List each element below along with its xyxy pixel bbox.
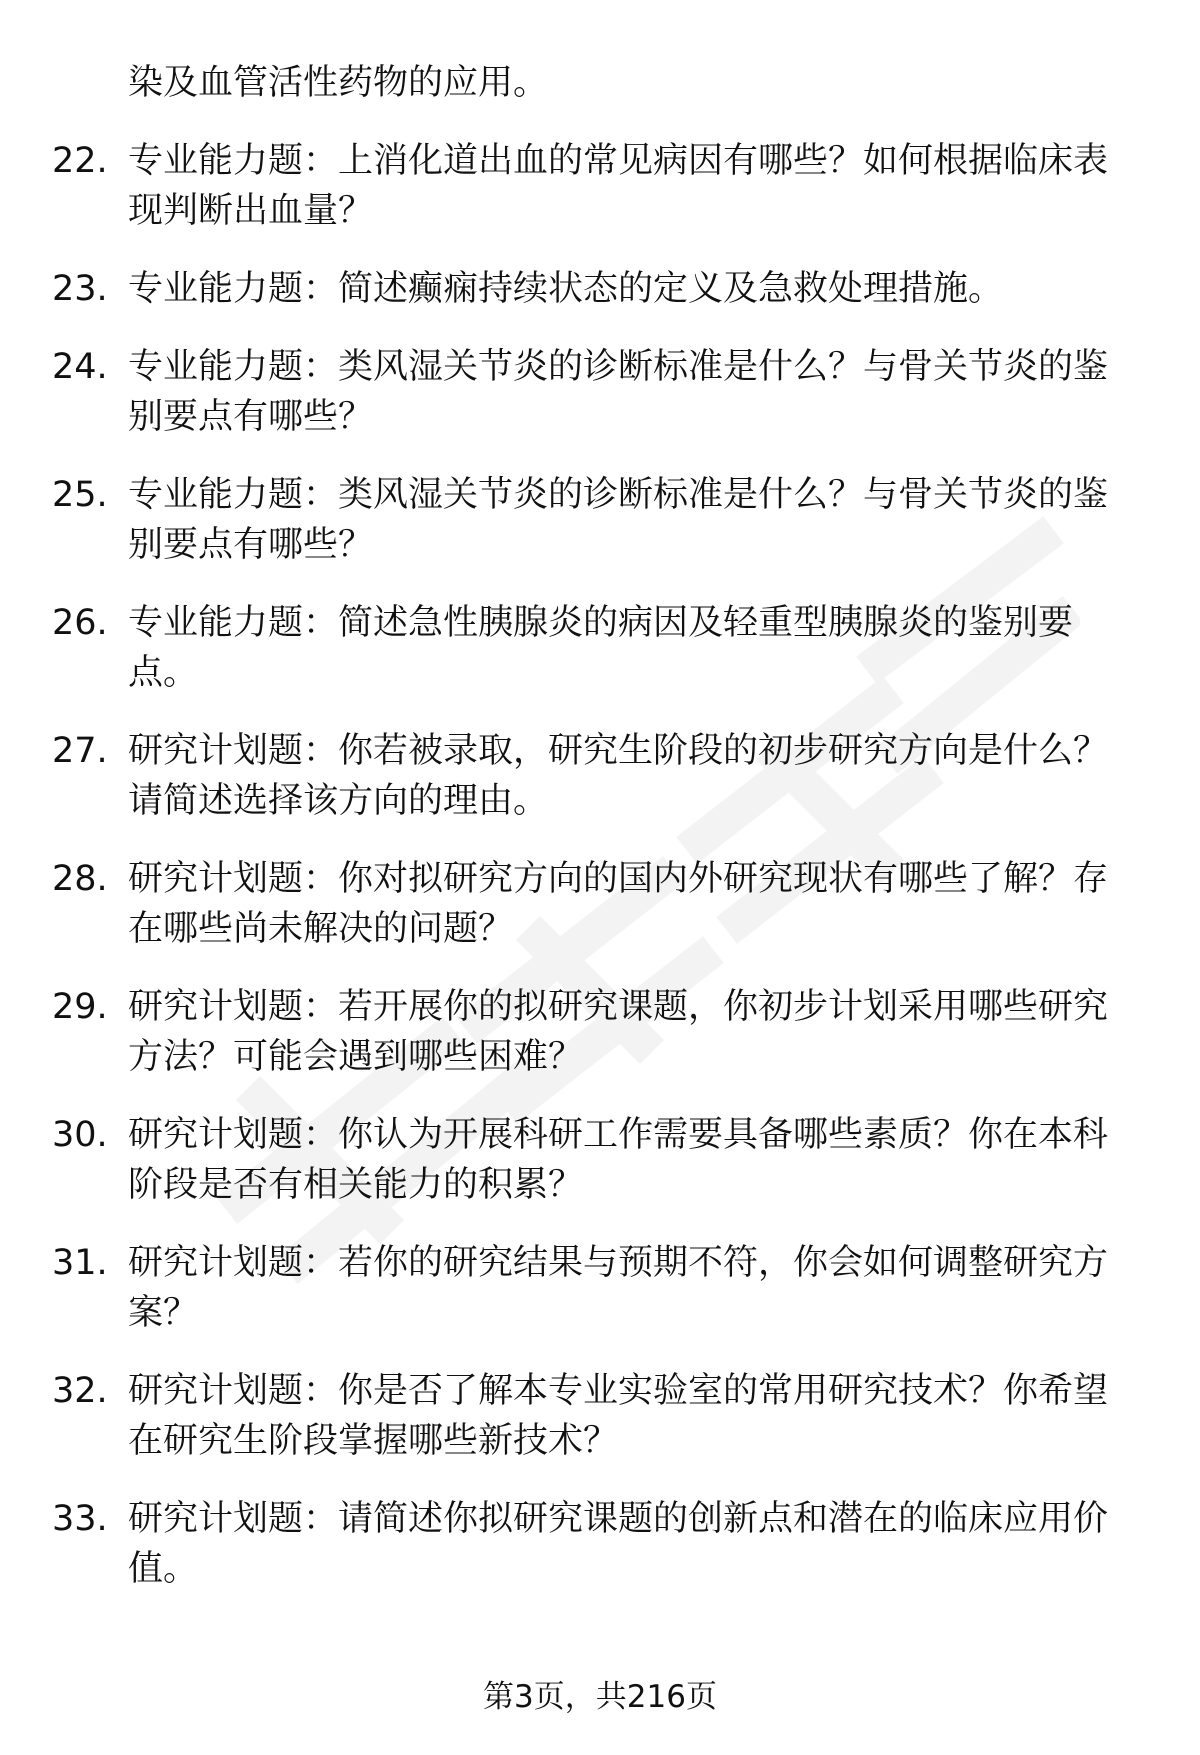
content-area (0, 58, 1200, 1622)
item-text: 研究计划题：若你的研究结果与预期不符，你会如何调整研究方案？ (128, 1243, 1109, 1333)
list-item (0, 1494, 1138, 1594)
item-text: 专业能力题：简述急性胰腺炎的病因及轻重型胰腺炎的鉴别要点。 (128, 603, 1074, 693)
item-number: 26. (52, 603, 108, 643)
item-text: 研究计划题：你是否了解本专业实验室的常用研究技术？你希望在研究生阶段掌握哪些新技术？ (128, 1371, 1109, 1461)
item-number: 31. (52, 1243, 108, 1283)
list-item (0, 470, 1138, 570)
item-text: 研究计划题：你认为开展科研工作需要具备哪些素质？你在本科阶段是否有相关能力的积累？ (128, 1115, 1109, 1205)
item-number: 22. (52, 141, 108, 181)
item-text: 专业能力题：简述癫痫持续状态的定义及急救处理措施。 (128, 269, 1004, 309)
item-text: 研究计划题：请简述你拟研究课题的创新点和潜在的临床应用价值。 (128, 1499, 1109, 1589)
list-item (0, 136, 1138, 236)
list-item (0, 342, 1138, 442)
list-item (0, 1366, 1138, 1466)
item-number: 30. (52, 1115, 108, 1155)
item-number: 29. (52, 987, 108, 1027)
item-number: 32. (52, 1371, 108, 1411)
item-number: 33. (52, 1499, 108, 1539)
list-item (0, 1238, 1138, 1338)
item-text: 专业能力题：上消化道出血的常见病因有哪些？如何根据临床表现判断出血量？ (128, 141, 1109, 231)
item-text: 专业能力题：类风湿关节炎的诊断标准是什么？与骨关节炎的鉴别要点有哪些？ (128, 347, 1109, 437)
item-number: 28. (52, 859, 108, 899)
page-footer: 第3页，共216页 (483, 1679, 717, 1715)
item-number: 25. (52, 475, 108, 515)
item-number: 23. (52, 269, 108, 309)
item-text: 研究计划题：你对拟研究方向的国内外研究现状有哪些了解？存在哪些尚未解决的问题？ (128, 859, 1109, 949)
list-item (0, 264, 1138, 314)
list-item (0, 982, 1138, 1082)
item-number: 24. (52, 347, 108, 387)
item-number: 27. (52, 731, 108, 771)
list-item (0, 726, 1138, 826)
list-item (0, 854, 1138, 954)
item-text: 专业能力题：类风湿关节炎的诊断标准是什么？与骨关节炎的鉴别要点有哪些？ (128, 475, 1109, 565)
item-text: 研究计划题：你若被录取，研究生阶段的初步研究方向是什么？请简述选择该方向的理由。 (128, 731, 1109, 821)
list-item (0, 598, 1138, 698)
question-list (0, 136, 1200, 1594)
continuation-text: 染及血管活性药物的应用。 (128, 63, 549, 103)
item-text: 研究计划题：若开展你的拟研究课题，你初步计划采用哪些研究方法？可能会遇到哪些困难？ (128, 987, 1109, 1077)
list-item (0, 1110, 1138, 1210)
